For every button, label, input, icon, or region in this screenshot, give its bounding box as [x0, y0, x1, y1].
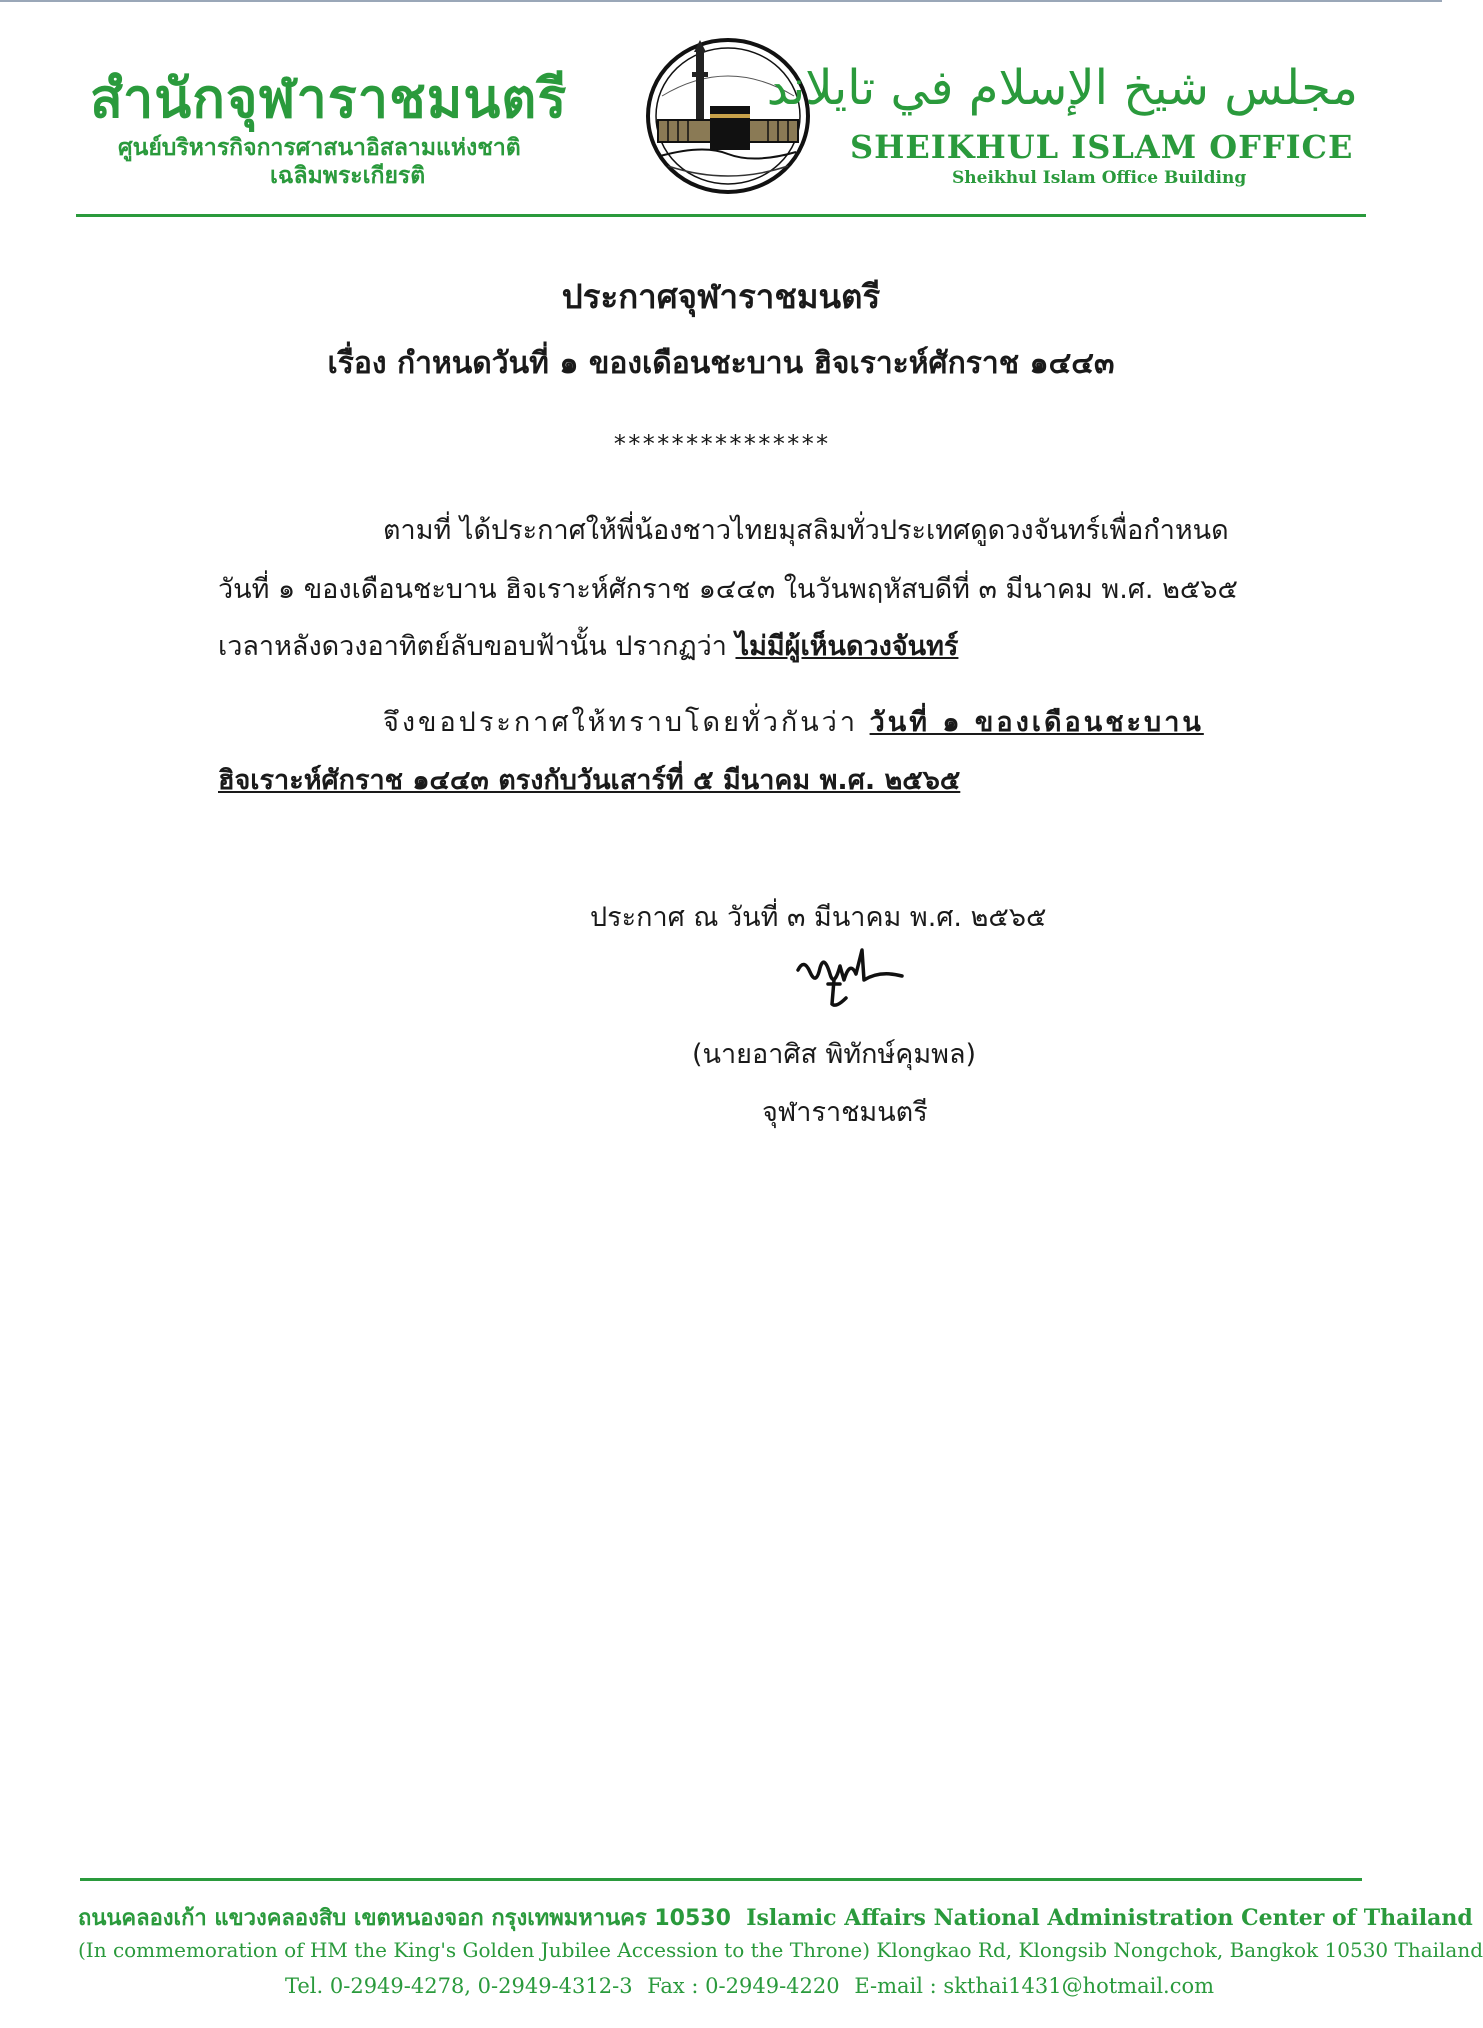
- signatory-name: (นายอาศิส พิทักษ์คุมพล): [692, 1039, 977, 1070]
- footer-fax: Fax : 0-2949-4220: [647, 1974, 840, 1998]
- signature-icon: [790, 940, 910, 1015]
- footer-center-name: Islamic Affairs National Administration Center of Thailand: [746, 1905, 1473, 1931]
- first-day-emphasis: วันที่ ๑ ของเดือนชะบาน: [869, 707, 1204, 738]
- letterhead-arabic-title: مجلس شيخ الإسلام في تايلاند: [766, 60, 1358, 116]
- signatory-position: จุฬาราชมนตรี: [762, 1097, 928, 1128]
- paragraph-1-line-2: วันที่ ๑ ของเดือนชะบาน ฮิจเราะห์ศักราช ๑๔๔๓ ในวันพฤหัสบดีที่ ๓ มีนาคม พ.ศ. ๒๕๖๕: [218, 574, 1238, 605]
- paragraph-1-line-3: [218, 624, 958, 667]
- footer-divider: [80, 1878, 1362, 1881]
- separator-stars: ***************: [612, 430, 830, 458]
- paragraph-2-line-1-text: จึงขอประกาศให้ทราบโดยทั่วกันว่า: [383, 707, 870, 738]
- paragraph-1-line-3-text: เวลาหลังดวงอาทิตย์ลับขอบฟ้านั้น ปรากฏว่า: [218, 631, 736, 662]
- footer-email: E-mail : skthai1431@hotmail.com: [854, 1974, 1215, 1998]
- letterhead-english-title: SHEIKHUL ISLAM OFFICE: [850, 128, 1354, 166]
- footer-address-thai: ถนนคลองเก้า แขวงคลองสิบ เขตหนองจอก กรุงเทพมหานคร 10530: [78, 1906, 731, 1931]
- footer-commemoration-line: (In commemoration of HM the King's Golden Jubilee Accession to the Throne) Klongkao Rd, Klongsib Nongchok, Bangkok 10530 Thailand: [78, 1938, 1483, 1962]
- footer-contact-line: [285, 1974, 1222, 1998]
- letterhead-english-subtitle: Sheikhul Islam Office Building: [952, 168, 1247, 188]
- announcement-date: ประกาศ ณ วันที่ ๓ มีนาคม พ.ศ. ๒๕๖๕: [590, 902, 1047, 933]
- letterhead-thai-title: สำนักจุฬาราชมนตรี: [90, 67, 568, 130]
- page-top-edge: [0, 0, 1442, 2]
- header-divider: [76, 214, 1366, 217]
- no-moon-sighted-emphasis: ไม่มีผู้เห็นดวงจันทร์: [735, 631, 959, 662]
- letterhead-thai-subtitle-2: เฉลิมพระเกียรติ: [270, 163, 426, 189]
- footer-address-line: [78, 1900, 1473, 1935]
- paragraph-1-line-1: ตามที่ ได้ประกาศให้พี่น้องชาวไทยมุสลิมทั่วประเทศดูดวงจันทร์เพื่อกำหนด: [383, 515, 1229, 546]
- paragraph-2-line-1: [383, 700, 1204, 743]
- announcement-title: ประกาศจุฬาราชมนตรี: [561, 277, 881, 316]
- letterhead-thai-subtitle: ศูนย์บริหารกิจการศาสนาอิสลามแห่งชาติ: [118, 135, 521, 161]
- footer-tel: Tel. 0-2949-4278, 0-2949-4312-3: [285, 1974, 633, 1998]
- announcement-subject: เรื่อง กำหนดวันที่ ๑ ของเดือนชะบาน ฮิจเราะห์ศักราช ๑๔๔๓: [327, 346, 1115, 381]
- paragraph-2-line-2: ฮิจเราะห์ศักราช ๑๔๔๓ ตรงกับวันเสาร์ที่ ๕ มีนาคม พ.ศ. ๒๕๖๕: [218, 765, 961, 796]
